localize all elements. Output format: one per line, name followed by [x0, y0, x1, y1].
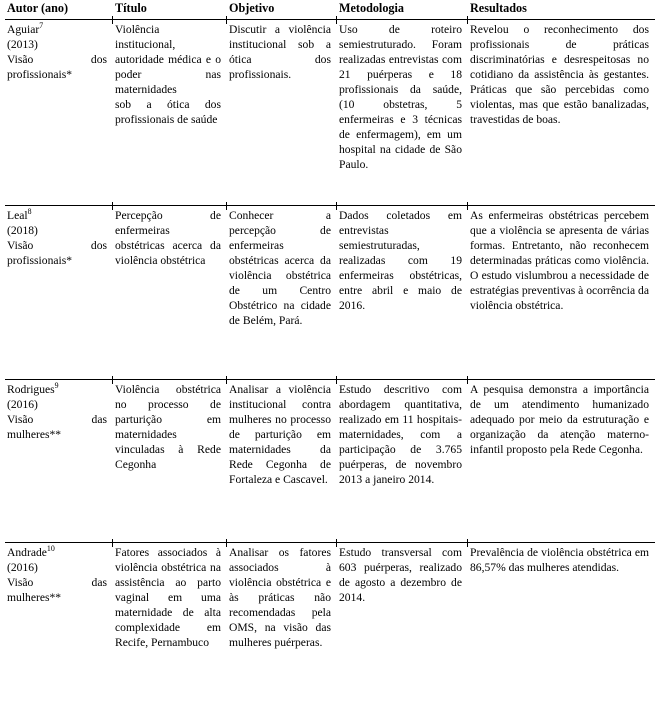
- resultados-text: As enfermeiras obstétricas percebem que a violência se apresenta de várias formas. Entretanto, não reconhecem determinadas práticas como violência. O estudo vislumbrou a necessidade de estratégias preventivas à ocorrência da violência obstétrica.: [470, 208, 649, 313]
- cell-titulo: [113, 379, 227, 542]
- cell-autor: [5, 19, 113, 205]
- table-row: [5, 379, 655, 542]
- autor-name: Aguiar: [7, 22, 40, 36]
- table-header: [5, 0, 655, 19]
- citation-superscript: 7: [39, 21, 44, 30]
- autor-year: (2018): [7, 223, 38, 237]
- autor-perspective: Visão dos profissionais*: [7, 238, 107, 268]
- cell-resultados: [468, 379, 655, 542]
- table-row: [5, 205, 655, 379]
- cell-autor: [5, 379, 113, 542]
- titulo-text: Percepção de enfermeiras obstétricas acerca da violência obstétrica: [115, 208, 221, 268]
- cell-metodologia: [337, 205, 468, 379]
- column-header-titulo: Título: [113, 0, 227, 19]
- cell-resultados: [468, 205, 655, 379]
- citation-superscript: 8: [27, 207, 32, 216]
- objetivo-text: Analisar os fatores associados à violência obstétrica e às práticas não recomendadas pela OMS, na visão das mulheres puérperas.: [229, 545, 331, 650]
- metodologia-text: Dados coletados em entrevistas semiestruturadas, realizadas com 19 enfermeiras obstétricas, entre abril e maio de 2016.: [339, 208, 462, 313]
- table-row: [5, 19, 655, 205]
- cell-autor: [5, 205, 113, 379]
- titulo-text: Violência institucional, autoridade médica e o poder nas maternidades: [115, 22, 221, 97]
- autor-name: Rodrigues: [7, 382, 55, 396]
- cell-objetivo: [227, 19, 337, 205]
- citation-superscript: 10: [46, 544, 55, 553]
- cell-metodologia: [337, 19, 468, 205]
- metodologia-text: Estudo transversal com 603 puérperas, realizado de agosto a dezembro de 2014.: [339, 545, 462, 605]
- autor-name-line: [7, 382, 107, 397]
- titulo-text: Violência obstétrica no processo de parturição em maternidades vinculadas à Rede Cegonha: [115, 382, 221, 472]
- column-header-resultados: Resultados: [468, 0, 655, 19]
- cell-objetivo: [227, 542, 337, 717]
- cell-resultados: [468, 542, 655, 717]
- objetivo-text: Analisar a violência institucional contra mulheres no processo de parturição em maternidades da Rede Cegonha de Fortaleza e Cascavel.: [229, 382, 331, 487]
- cell-titulo: [113, 205, 227, 379]
- autor-name-line: [7, 208, 107, 223]
- metodologia-text: Estudo descritivo com abordagem quantitativa, realizado em 11 hospitais-maternidades, com a participação de 3.765 puérperas, de novembro 2013 a janeiro 2014.: [339, 382, 462, 487]
- cell-metodologia: [337, 542, 468, 717]
- column-header-autor: Autor (ano): [5, 0, 113, 19]
- cell-objetivo: [227, 205, 337, 379]
- cell-metodologia: [337, 379, 468, 542]
- resultados-text: Revelou o reconhecimento dos profissionais de práticas discriminatórias e desrespeitosas no cotidiano da assistência às gestantes. Práticas que são percebidas como violentas, mas que estão banalizadas, travestidas de boas.: [470, 22, 649, 127]
- titulo-text-cont: sob a ótica dos profissionais de saúde: [115, 98, 221, 127]
- cell-titulo: [113, 19, 227, 205]
- autor-name: Andrade: [7, 545, 47, 559]
- titulo-text: Fatores associados à violência obstétrica na assistência ao parto vaginal em uma maternidade de alta complexidade em Recife, Pernambuco: [115, 545, 221, 650]
- column-header-metodologia: Metodologia: [337, 0, 468, 19]
- resultados-text: A pesquisa demonstra a importância de um atendimento humanizado adequado por meio da estruturação e organização da atenção materno-infantil proposto pela Rede Cegonha.: [470, 382, 649, 457]
- autor-year: (2013): [7, 37, 38, 51]
- autor-perspective: Visão das mulheres**: [7, 412, 107, 442]
- resultados-text: Prevalência de violência obstétrica em 86,57% das mulheres atendidas.: [470, 545, 649, 574]
- autor-name-line: [7, 545, 107, 560]
- table-header-row: [5, 0, 655, 19]
- citation-superscript: 9: [54, 381, 59, 390]
- cell-autor: [5, 542, 113, 717]
- autor-name: Leal: [7, 208, 28, 222]
- objetivo-text: Discutir a violência institucional sob a ótica dos profissionais.: [229, 22, 331, 82]
- objetivo-text: Conhecer a percepção de enfermeiras obstétricas acerca da violência obstétrica de um Centro Obstétrico na cidade de Belém, Pará.: [229, 208, 331, 328]
- metodologia-text: Uso de roteiro semiestruturado. Foram realizadas entrevistas com 21 puérperas e 18 profissionais da saúde, (10 obstetras, 5 enfermeiras e 3 técnicas de enfermagem), em um hospital na cidade de São Paulo.: [339, 22, 462, 172]
- autor-name-line: [7, 22, 107, 37]
- cell-titulo: [113, 542, 227, 717]
- cell-objetivo: [227, 379, 337, 542]
- column-header-objetivo: Objetivo: [227, 0, 337, 19]
- studies-summary-table: [5, 0, 655, 717]
- autor-year: (2016): [7, 560, 38, 574]
- table-row: [5, 542, 655, 717]
- autor-perspective: Visão dos profissionais*: [7, 52, 107, 82]
- cell-resultados: [468, 19, 655, 205]
- table-body: [5, 19, 655, 717]
- autor-year: (2016): [7, 397, 38, 411]
- autor-perspective: Visão das mulheres**: [7, 575, 107, 605]
